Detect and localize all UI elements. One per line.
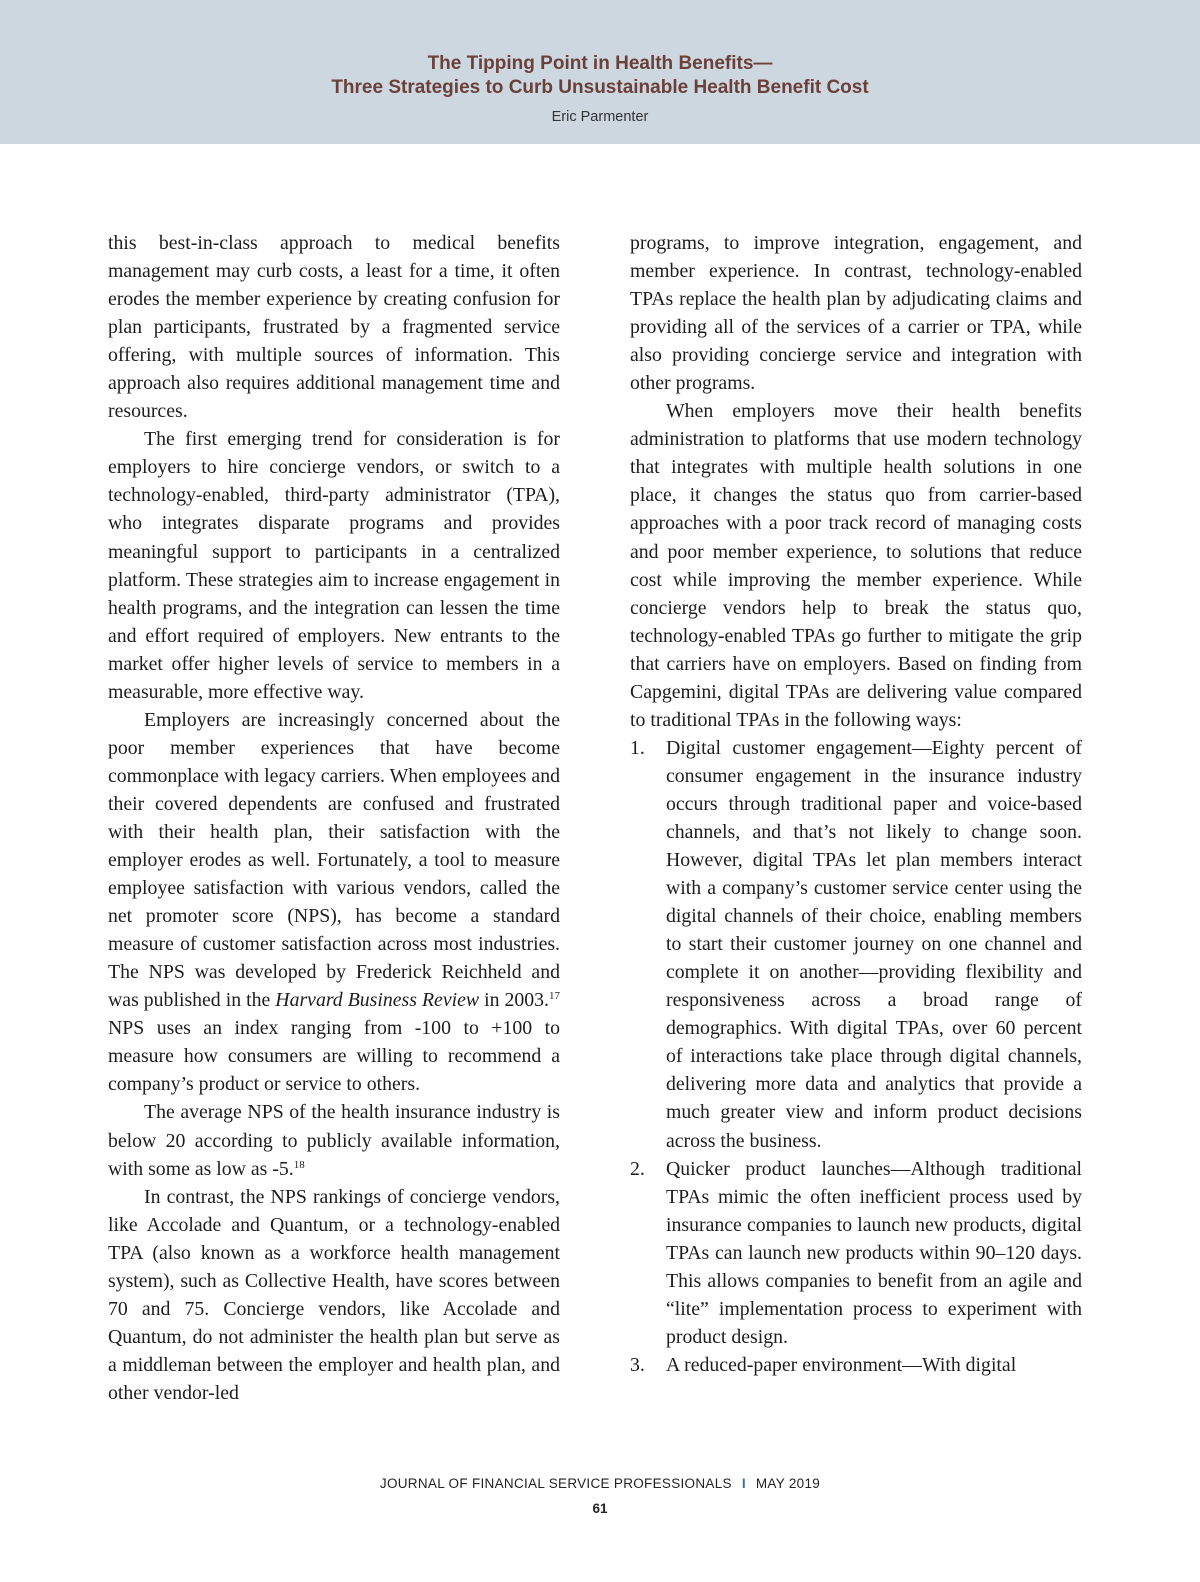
paragraph-text: NPS uses an index ranging from -100 to +100 to measure how consumers are willing to recommend a company’s product or service to others. — [108, 1017, 560, 1096]
paragraph — [108, 706, 560, 1099]
article-title-line-1: The Tipping Point in Health Benefits— — [427, 53, 773, 74]
left-column — [108, 229, 560, 1407]
list-number: 3. — [630, 1353, 645, 1376]
issue-date: MAY 2019 — [755, 1476, 821, 1491]
paragraph: When employers move their health benefits administration to platforms that use modern technology that integrates with multiple health solutions in one place, it changes the status quo from carrier-based approaches with a poor track record of managing costs and poor member experience, to solutions that reduce cost while improving the member experience. While concierge vendors help to break the status quo, technology-enabled TPAs go further to mitigate the grip that carriers have on employers. Based on finding from Capgemini, digital TPAs are delivering value compared to traditional TPAs in the following ways: — [630, 400, 1082, 731]
list-item-text: Quicker product launches—Although traditional TPAs mimic the often inefficient process used by insurance companies to launch new products, digital TPAs can launch new products within 90–120 days. This allows companies to benefit from an agile and “lite” implementation process to experiment with product design. — [666, 1157, 1082, 1348]
list-item — [630, 1351, 1082, 1379]
footnote-marker: 18 — [293, 1158, 305, 1171]
right-column — [630, 229, 1082, 1379]
paragraph-text: in 2003. — [479, 989, 549, 1012]
paragraph — [108, 1098, 560, 1182]
paragraph: The first emerging trend for consideration is for employers to hire concierge vendors, or switch to a technology-enabled, third-party administrator (TPA), who integrates disparate programs and provides meaningful support to participants in a centralized platform. These strategies aim to increase engagement in health programs, and the integration can lessen the time and effort required of employers. New entrants to the market offer higher levels of service to members in a measurable, more effective way. — [108, 428, 560, 703]
footnote-marker: 17 — [549, 990, 560, 1003]
paragraph-text: The average NPS of the health insurance industry is below 20 according to publicly available information, with some as low as -5. — [108, 1101, 560, 1180]
footer-separator: I — [741, 1476, 746, 1491]
page-number: 61 — [592, 1501, 608, 1516]
list-number: 1. — [630, 736, 645, 759]
list-number: 2. — [630, 1157, 645, 1180]
journal-citation: Harvard Business Review — [275, 989, 480, 1012]
list-item-text: Digital customer engagement—Eighty percent of consumer engagement in the insurance industry occurs through traditional paper and voice-based channels, and that’s not likely to change soon. However, digital TPAs let plan members interact with a company’s customer service center using the digital channels of their choice, enabling members to start their customer journey on one channel and complete it on another—providing flexibility and responsiveness across a broad range of demographics. With digital TPAs, over 60 percent of interactions take place through digital channels, delivering more data and analytics that provide a much greater view and inform product decisions across the business. — [666, 736, 1082, 1152]
numbered-list — [630, 734, 1082, 1379]
article-title-line-2: Three Strategies to Curb Unsustainable Health Benefit Cost — [331, 77, 869, 98]
paragraph: this best-in-class approach to medical benefits management may curb costs, a least for a time, it often erodes the member experience by creating confusion for plan participants, frustrated by a fragmented service offering, with multiple sources of information. This approach also requires additional management time and resources. — [108, 232, 560, 423]
author-name: Eric Parmenter — [551, 109, 649, 125]
journal-name: JOURNAL OF FINANCIAL SERVICE PROFESSIONALS — [379, 1476, 732, 1491]
list-item-text: A reduced-paper environment—With digital — [666, 1353, 1017, 1376]
article-title — [0, 0, 1200, 100]
paragraph: programs, to improve integration, engagement, and member experience. In contrast, technology-enabled TPAs replace the health plan by adjudicating claims and providing all of the services of a carrier or TPA, while also providing concierge service and integration with other programs. — [630, 232, 1082, 395]
paragraph: In contrast, the NPS rankings of concierge vendors, like Accolade and Quantum, or a technology-enabled TPA (also known as a workforce health management system), such as Collective Health, have scores between 70 and 75. Concierge vendors, like Accolade and Quantum, do not administer the health plan but serve as a middleman between the employer and health plan, and other vendor-led — [108, 1185, 560, 1404]
list-item — [630, 734, 1082, 1155]
header-band — [0, 0, 1200, 144]
paragraph-text: Employers are increasingly concerned about the poor member experiences that have become commonplace with legacy carriers. When employees and their covered dependents are confused and frustrated with their health plan, their satisfaction with the employer erodes as well. Fortunately, a tool to measure employee satisfaction with various vendors, called the net promoter score (NPS), has become a standard measure of customer satisfaction across most industries. The NPS was developed by Frederick Reichheld and was published in the — [108, 708, 560, 1012]
list-item — [630, 1155, 1082, 1351]
footer-journal-line — [0, 1476, 1200, 1491]
